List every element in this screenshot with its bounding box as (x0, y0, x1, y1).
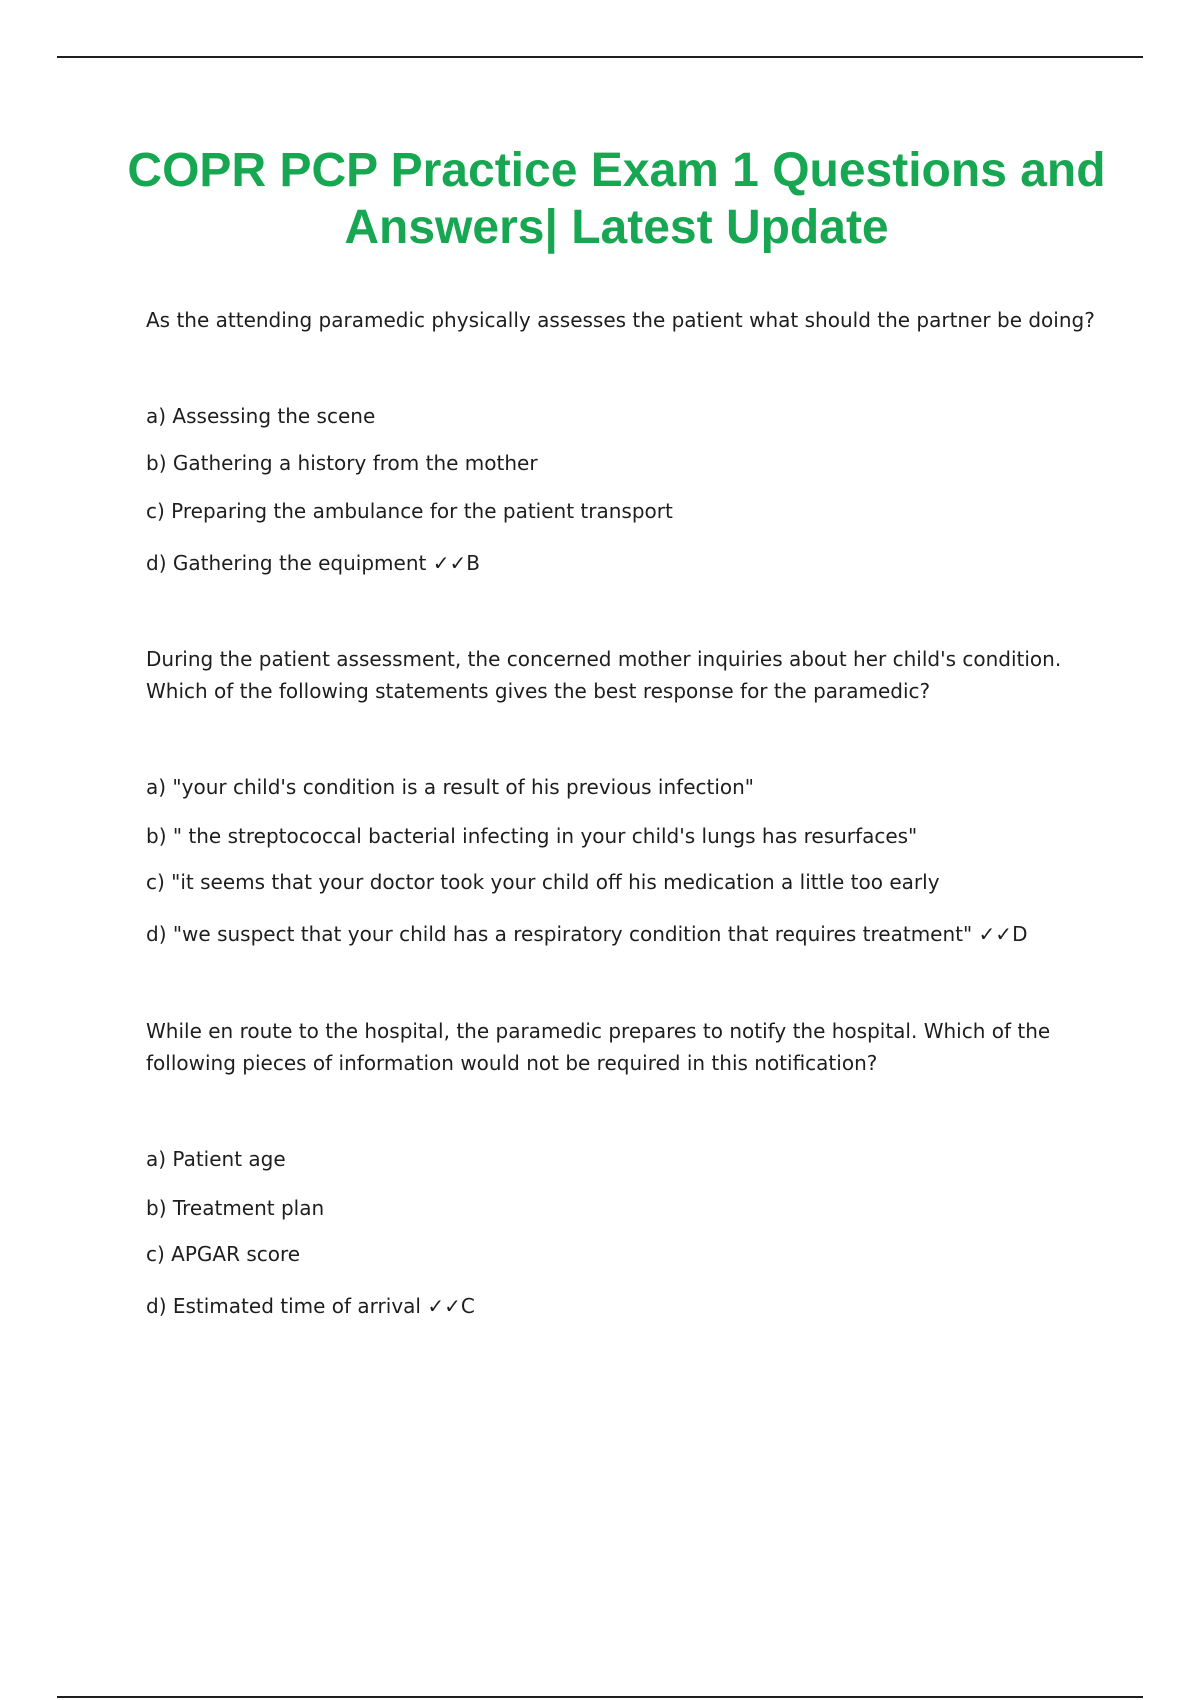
question-3-option-c: c) APGAR score (146, 1242, 301, 1266)
question-1-option-d: d) Gathering the equipment ✓✓B (146, 551, 480, 575)
document-title: COPR PCP Practice Exam 1 Questions and Answers| Latest Update (127, 144, 1106, 254)
top-rule (57, 56, 1143, 58)
question-1-option-c: c) Preparing the ambulance for the patient transport (146, 499, 673, 523)
question-1-option-b: b) Gathering a history from the mother (146, 451, 538, 475)
question-2-prompt: During the patient assessment, the concerned mother inquiries about her child's condition. Which of the following statements gives the best response for the paramedic? (146, 647, 1062, 703)
question-1-option-a: a) Assessing the scene (146, 404, 376, 428)
question-2-option-a: a) "your child's condition is a result of his previous infection" (146, 775, 755, 799)
question-3-option-d: d) Estimated time of arrival ✓✓C (146, 1294, 475, 1318)
question-2-option-b: b) " the streptococcal bacterial infecting in your child's lungs has resurfaces" (146, 824, 918, 848)
question-3-option-b: b) Treatment plan (146, 1196, 325, 1220)
question-2-option-c: c) "it seems that your doctor took your child off his medication a little too early (146, 870, 940, 894)
question-2-option-d: d) "we suspect that your child has a respiratory condition that requires treatment" ✓✓D (146, 922, 1028, 946)
question-3-prompt: While en route to the hospital, the paramedic prepares to notify the hospital. Which of the following pieces of information would not be required in this notification? (146, 1019, 1051, 1075)
question-3-option-a: a) Patient age (146, 1147, 286, 1171)
question-1-prompt: As the attending paramedic physically assesses the patient what should the partner be doing? (146, 308, 1095, 332)
bottom-rule (57, 1696, 1143, 1698)
